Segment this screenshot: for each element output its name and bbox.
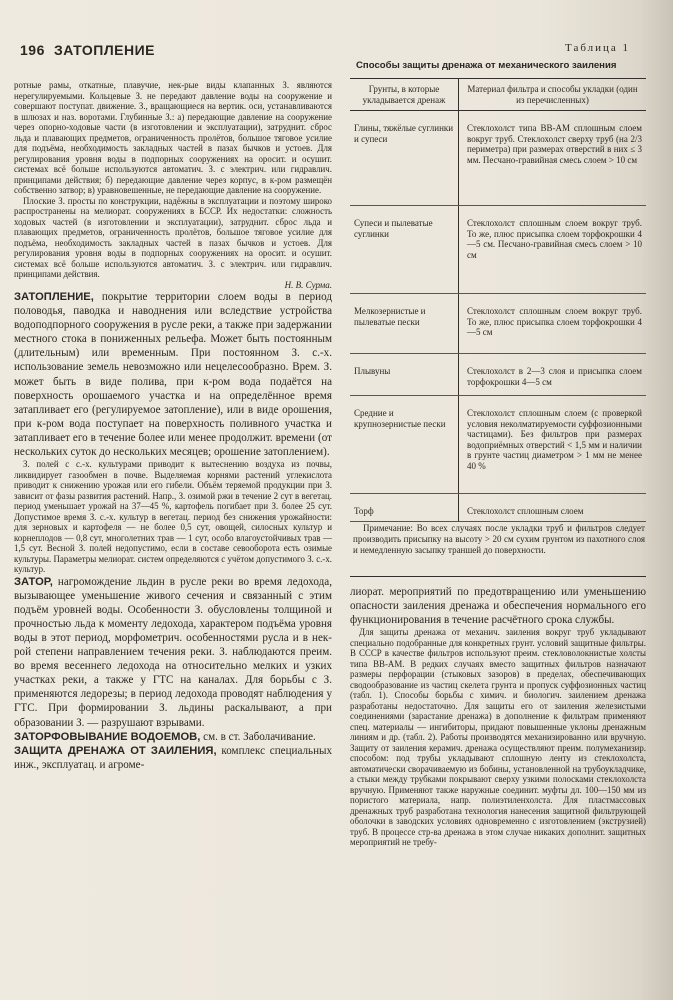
entry-zashchita (14, 744, 332, 772)
table-row (350, 294, 646, 354)
table-cell-soil: Глины, тяжёлые суглинки и супеси (350, 111, 459, 206)
entry-zatoplenie (14, 290, 332, 459)
entry-zatorfovyvanie (14, 730, 332, 744)
table-row (350, 111, 646, 206)
table-cell-soil: Супеси и пылеватые суглинки (350, 206, 459, 294)
headword-zatorfovyvanie: ЗАТОРФОВЫВАНИЕ ВОДОЕМОВ, (14, 730, 201, 743)
paragraph-drainage-protection: Для защиты дренажа от механич. заиления вокруг труб укладывают специально подобранные для конкретных грунт. условий защитные фильтры. В СССР в качестве фильтров используют преим. стекловолокнистые холсты типа ВВ-АМ. В редких случаях вместо защитных фильтров назначают размеры перфорации (стыковых зазоров) в пределах, обеспечивающих сводообразование из частиц скелета грунта и пропуск суффозионных частиц (табл. 1). Способы борьбы с химич. и биологич. заилением дренажа разработаны недостаточно. Для защиты его от заиления железистыми соединениями (зарастание дренажа) в дополнение к фильтрам применяют спец. материалы — ингибиторы, придают повышенные уклоны дренажным линиям и др. (табл. 2). Работы производятся механизированно или вручную. Защиту от заиления керамич. дренажа осуществляют преим. полумеханизир. способом: под трубы укладывают сплошную ленту из стеклохолста, автоматически сворачиваемую из бобины, установленной на трубоукладчике, а стыки между трубками покрывают сверху узкими полосками стеклохолста вручную. Применяют также наружные соединит. муфты дл. 100—150 мм из пористого материала, напр. полиэтиленхолста. Для пластмассовых дренажных труб разработана технология нанесения защитной фильтрующей оболочки в заводских условиях одновременно с изготовлением (экструзией) труб. В процессе стр-ва дренажа в этом случае никаких дополнит. защитных мероприятий не требу- (350, 627, 646, 848)
running-head: ЗАТОПЛЕНИЕ (54, 42, 156, 58)
divider (350, 576, 646, 577)
paragraph-flooding-crops: З. полей с с.-х. культурами приводит к вытеснению воздуха из почвы, ликвидирует газообмен в почве. Выделяемая корнями растений углекислота приводит к снижению урожая или его гибели. Объём теряемой продукции при З. зависит от фазы развития растений. Напр., З. озимой ржи в течение 2 сут в вегетац. период уменьшает урожай на 37—45 %, картофель погибает при З. более 25 сут. Допустимое время З. с.-х. культур в вегетац. период без снижения урожайности: для зерновых и картофеля — не более 0,5 сут, овощей, силосных культур и корнеплодов — 0,8 сут, многолетних трав — 1 сут, особо влагоустойчивых трав — 1,5 сут. Весной З. полей недопустимо, если в составе севооборота есть озимые культуры. Параметры мелиорат. систем определяются с учётом допустимого З. с.-х. культур. (14, 459, 332, 575)
entry-text: см. в ст. Заболачивание. (203, 730, 316, 743)
headword-zashchita: ЗАЩИТА ДРЕНАЖА ОТ ЗАИЛЕНИЯ, (14, 744, 217, 757)
table-cell-material: Стеклохолст типа ВВ-АМ сплошным слоем вокруг труб. Стеклохолст сверху труб (на 2/3 периметра) при размерах отверстий в них ≤ 3 мм. Песчано-гравийная смесь слоем > 10 см (459, 111, 647, 206)
entry-text: комплекс специальных инж., эксплуатац. и агроме- (14, 744, 333, 771)
table-cell-material: Стеклохолст сплошным слоем (с проверкой условия неколматируемости суффозионными частицами). Без фильтров при размерах водоприёмных отверстий < 1,5 мм и наличии в грунте частиц диаметром > 1 мм не менее 40 % (459, 396, 647, 494)
author-signature: Н. В. Сурма. (284, 279, 332, 290)
paragraph-gates-types: ротные рамы, откатные, плавучие, нек-рые виды клапанных З. являются нерегулируемыми. Кольцевые З. не передают давление воды на сооружение и совершают поступат. движение. З., вращающиеся на вертик. оси, устанавливаются в шлюзах и наз. воротами. Глубинные З.: а) передающие давление на сооружение через опорно-ходовые части (в изготовлении и эксплуатации), затруднит. сброс льда и плавающих предметов, ограниченность пролётов, большое тяговое усилие для подъёма, необходимость закладных частей в пазах бычков и устоев. Для регулирования уровня воды в подпорных сооружениях на оросит. и осушит. системах всё больше используются автоматич. З. с электрич. или гидравлич. принципами действия; б) передающие давление через корпус, в к-ром размещён собственно затвор; в) уравновешенные, не передающие давление на сооружение. (14, 80, 332, 195)
page-number: 196 (20, 42, 45, 58)
entry-zator (14, 575, 332, 730)
headword-zatoplenie: ЗАТОПЛЕНИЕ, (14, 291, 94, 303)
headword-zator: ЗАТОР, (14, 575, 53, 588)
table-label: Таблица 1 (565, 42, 631, 54)
table-row (350, 396, 646, 494)
left-column (14, 80, 332, 772)
paragraph-flat-gates: Плоские З. просты по конструкции, надёжны в эксплуатации и поэтому широко распространены на мелиорат. сооружениях в БССР. Их недостатки: сложность ходовых частей (в изготовлении и эксплуатации), затруднит. сброс льда и плавающих предметов, ограниченность пролётов, большое тяговое усилие для подъёма, необходимость закладных частей в пазах бычков и устоев. Для регулирования уровня воды в подпорных сооружениях на оросит. и осушит. системах всё больше используются автоматич. З. с электрич. или гидравлич. принципами действия. (14, 195, 332, 279)
table-cell-soil: Мелкозернистые и пылеватые пески (350, 294, 459, 354)
drainage-protection-table (350, 78, 646, 522)
entry-text: нагромождение льдин в русле реки во время ледохода, вызывающее уменьшение живого сечения и связанный с этим подъём уровней воды. Особенности З. обусловлены толщиной и прочностью льда к моменту ледохода, характером подъёма уровня воды в этот период, морфометрич. особенностями русла и в нек-рой степени направлением течения реки. З. наблюдаются преим. во время весеннего ледохода на относительно мелких и узких участках реки, а также у ГТС на каналах. Для борьбы с З. применяются ледорезы; в период ледохода проводят наблюдения у ГТС. При формировании З. льдины раскалывают, а при образовании З. — разрушают взрывами. (14, 575, 332, 729)
table-cell-soil: Средние и крупнозернистые пески (350, 396, 459, 494)
table-header-soil: Грунты, в которые укладывается дренаж (350, 79, 459, 111)
table-row (350, 354, 646, 396)
table-cell-soil: Торф (350, 494, 459, 522)
entry-text: покрытие территории слоем воды в период половодья, паводка и наводнения или вследствие устройства водоподпорного сооружения в русле реки, а также при задержании местного стока в пониженных рельефа. Может быть постоянным (длительным) или временным. При постоянном З. с.-х. использование земель невозможно или нецелесообразно. Врем. З. может быть в виде полива, при к-ром вода подаётся на поверхность орошаемого участка и на определённое время затапливает его (регулируемое затопление), или в виде орошения, при к-ром вода поступает на поверхность поливного участка и затапливает его в течение более или менее продолжит. времени (от нескольких суток до нескольких месяцев; орошение затоплением). (14, 291, 332, 459)
table-header-material: Материал фильтра и способы укладки (один из перечисленных) (459, 79, 647, 111)
table-cell-soil: Плывуны (350, 354, 459, 396)
table-note: Примечание: Во всех случаях после укладки труб и фильтров следует производить присыпку на высоту > 20 см сухим грунтом из пахотного слоя и немедленную засыпку траншей до поверхности. (353, 523, 645, 555)
table-title: Способы защиты дренажа от механического заиления (356, 60, 617, 71)
table-cell-material: Стеклохолст сплошным слоем вокруг труб. То же, плюс присыпка слоем торфокрошки 4—5 см. Песчано-гравийная смесь слоем > 10 см (459, 206, 647, 294)
table-cell-material: Стеклохолст сплошным слоем вокруг труб. То же, плюс присыпка слоем торфокрошки 4—5 см (459, 294, 647, 354)
right-column (350, 585, 646, 848)
table-cell-material: Стеклохолст в 2—3 слоя и присыпка слоем торфокрошки 4—5 см (459, 354, 647, 396)
entry-continuation: лиорат. мероприятий по предотвращению или уменьшению опасности заиления дренажа и обеспечения нормального его функционирования в течение расчётного срока службы. (350, 586, 646, 627)
table-cell-material: Стеклохолст сплошным слоем (459, 494, 647, 522)
table-row (350, 494, 646, 522)
table-row (350, 206, 646, 294)
